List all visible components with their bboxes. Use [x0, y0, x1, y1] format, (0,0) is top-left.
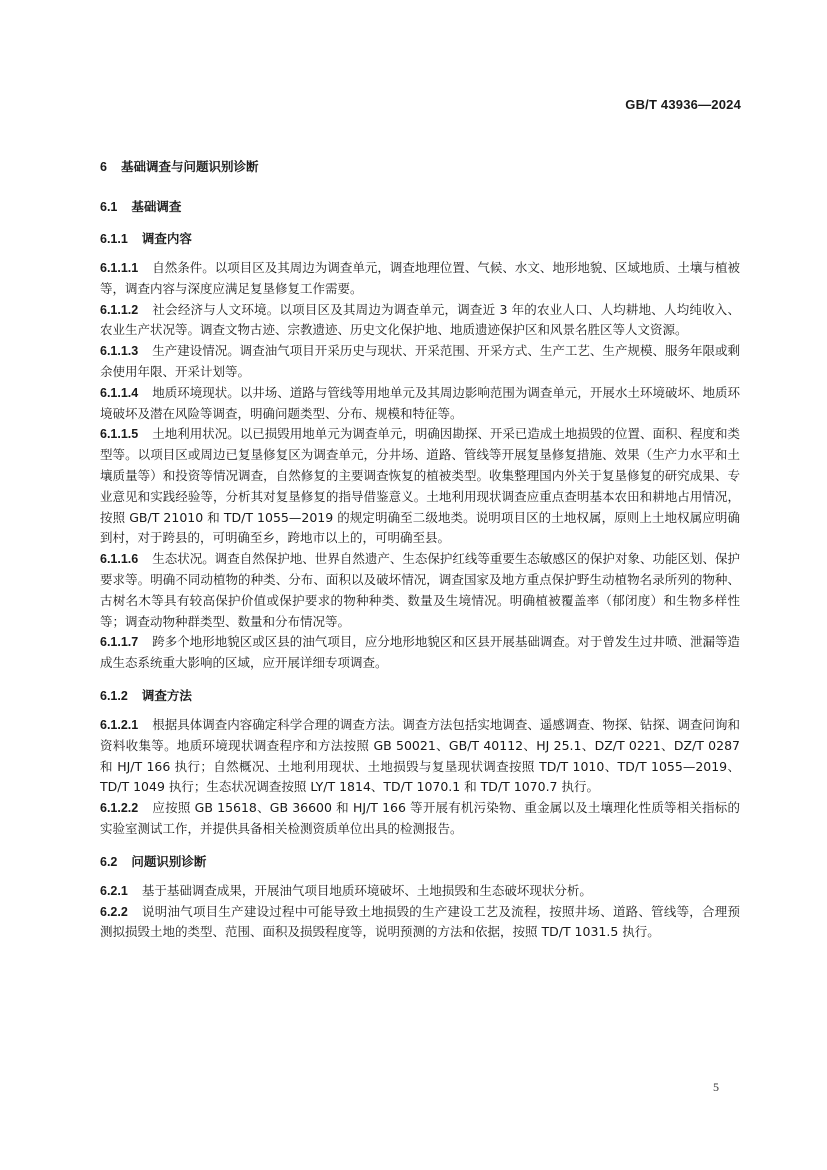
clause-text: 社会经济与人文环境。以项目区及其周边为调查单元，调查近 3 年的农业人口、人均耕地、人均纯收入、农业生产状况等。调查文物古迹、宗教遗迹、历史文化保护地、地质遗迹保护区和风景名胜区等人文资源。 — [100, 301, 740, 338]
section-heading-6-2 — [100, 852, 740, 872]
clause-number: 6.1.1.4 — [100, 385, 139, 400]
clause-number: 6.1.1.5 — [100, 427, 139, 442]
section-title: 基础调查与问题识别诊断 — [120, 159, 259, 174]
clause-number: 6.1.1.2 — [100, 302, 139, 317]
clause-text: 自然条件。以项目区及其周边为调查单元，调查地理位置、气候、水文、地形地貌、区域地质、土壤与植被等，调查内容与深度应满足复垦修复工作需要。 — [100, 260, 740, 296]
clause-text: 地质环境现状。以井场、道路与管线等用地单元及其周边影响范围为调查单元，开展水土环境破坏、地质环境破坏及潜在风险等调查，明确问题类型、分布、规模和特征等。 — [100, 384, 740, 421]
clause-6-1-1-5 — [100, 424, 740, 549]
section-title: 调查方法 — [141, 687, 192, 703]
clause-6-1-1-6 — [100, 549, 740, 632]
section-heading-6-1 — [100, 197, 740, 217]
section-number: 6.1 — [100, 200, 118, 214]
page-content — [100, 157, 740, 943]
clause-text: 说明油气项目生产建设过程中可能导致土地损毁的生产建设工艺及流程，按照井场、道路、管线等，合理预测拟损毁土地的类型、范围、面积及损毁程度等，说明预测的方法和依据，按照 TD/T 1031.5 执行。 — [100, 903, 740, 940]
clause-number: 6.2.1 — [100, 883, 128, 898]
clause-text: 生态状况。调查自然保护地、世界自然遗产、生态保护红线等重要生态敏感区的保护对象、功能区划、保护要求等。明确不同动植物的种类、分布、面积以及破坏情况，调查国家及地方重点保护野生动植物名录所列的物种、古树名木等具有较高保护价值或保护要求的物种种类、数量及生境情况。明确植被覆盖率（郁闭度）和生物多样性等；调查动物种群类型、数量和分布情况等。 — [100, 551, 740, 629]
clause-text: 根据具体调查内容确定科学合理的调查方法。调查方法包括实地调查、遥感调查、物探、钻探、调查问询和资料收集等。地质环境现状调查程序和方法按照 GB 50021、GB/T 40112、HJ 25.1、DZ/T 0221、DZ/T 0287 和 HJ/T 166 执行；自然概况、土地利用现状、土地损毁与复垦现状调查按照 TD/T 1010、TD/T 1055—2019、TD/T 1049 执行；生态状况调查按照 LY/T 1814、TD/T 1070.1 和 TD/T 1070.7 执行。 — [100, 716, 740, 795]
clause-6-1-1-4 — [100, 383, 740, 425]
clause-number: 6.1.1.7 — [100, 635, 139, 650]
clause-number: 6.1.1.1 — [100, 261, 139, 275]
clause-text: 跨多个地形地貌区或区县的油气项目，应分地形地貌区和区县开展基础调查。对于曾发生过井喷、泄漏等造成生态系统重大影响的区域，应开展详细专项调查。 — [100, 634, 740, 671]
section-title: 基础调查 — [131, 199, 182, 214]
section-heading-6-1-1 — [100, 229, 740, 249]
clause-6-2-2 — [100, 902, 740, 944]
section-heading-6-1-2 — [100, 686, 740, 706]
clause-number: 6.2.2 — [100, 904, 128, 919]
clause-text: 基于基础调查成果，开展油气项目地质环境破坏、土地损毁和生态破坏现状分析。 — [141, 882, 592, 898]
clause-number: 6.1.2.2 — [100, 801, 139, 816]
clause-number: 6.1.1.3 — [100, 344, 139, 359]
clause-6-1-1-2 — [100, 300, 740, 342]
section-number: 6.1.2 — [100, 688, 128, 703]
clause-6-1-1-7 — [100, 632, 740, 674]
clause-text: 土地利用状况。以已损毁用地单元为调查单元，明确因勘探、开采已造成土地损毁的位置、面积、程度和类型等。以项目区或周边已复垦修复区为调查单元，分井场、道路、管线等开展复垦修复措施、效果（生产力水平和土壤质量等）和投资等情况调查，自然修复的主要调查恢复的植被类型。收集整理国内外关于复垦修复的研究成果、专业意见和实践经验等，分析其对复垦修复的指导借鉴意义。土地利用现状调查应重点查明基本农田和耕地占用情况，按照 GB/T 21010 和 TD/T 1055—2019 的规定明确至二级地类。说明项目区的土地权属，原则上土地权属应明确到村，对于跨县的，可明确至乡，跨地市以上的，可明确至县。 — [100, 426, 740, 546]
clause-number: 6.1.1.6 — [100, 552, 139, 567]
clause-number: 6.1.2.1 — [100, 717, 139, 732]
section-number: 6.2 — [100, 854, 118, 869]
standard-number: GB/T 43936—2024 — [625, 97, 741, 112]
clause-text: 应按照 GB 15618、GB 36600 和 HJ/T 166 等开展有机污染物、重金属以及土壤理化性质等相关指标的实验室测试工作，并提供具备相关检测资质单位出具的检测报告。 — [100, 800, 740, 836]
section-number: 6 — [100, 160, 107, 174]
section-title: 问题识别诊断 — [131, 853, 207, 869]
section-number: 6.1.1 — [100, 232, 128, 246]
section-heading-6 — [100, 157, 740, 177]
clause-6-1-2-1 — [100, 715, 740, 798]
clause-6-1-2-2 — [100, 798, 740, 840]
clause-text: 生产建设情况。调查油气项目开采历史与现状、开采范围、开采方式、生产工艺、生产规模、服务年限或剩余使用年限、开采计划等。 — [100, 343, 740, 379]
clause-6-1-1-1 — [100, 258, 740, 300]
clause-6-2-1 — [100, 881, 740, 902]
clause-6-1-1-3 — [100, 341, 740, 383]
section-title: 调查内容 — [141, 231, 192, 246]
page-number: 5 — [713, 1080, 719, 1094]
